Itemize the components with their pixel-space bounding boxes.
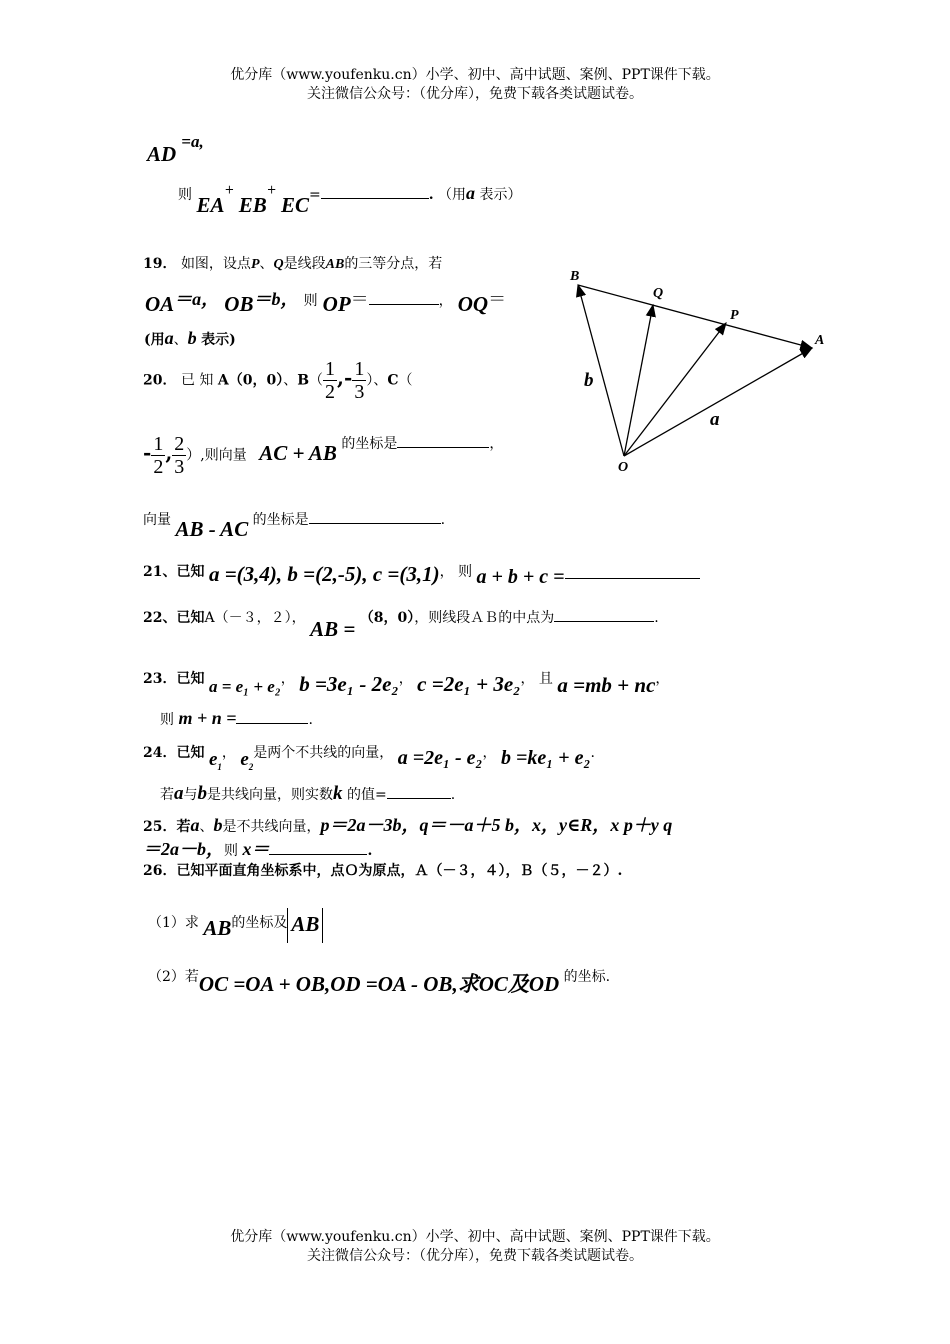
- q22-number: 22、已知: [143, 610, 205, 626]
- point-q: Q: [273, 257, 284, 272]
- answer-blank[interactable]: [565, 564, 700, 579]
- answer-blank[interactable]: [236, 709, 308, 724]
- vector-oa-arrow: [624, 348, 812, 456]
- numerator: 2: [174, 433, 185, 455]
- answer-blank[interactable]: [309, 509, 441, 524]
- q21-line: [143, 557, 700, 588]
- q19-text-1: 如图，设点: [180, 256, 251, 272]
- q19-line-2: [145, 285, 507, 316]
- op-answer-blank[interactable]: [369, 290, 439, 305]
- q19-line-1: [143, 253, 442, 273]
- comma: ，: [489, 435, 504, 452]
- q23-b-expr: b =3e₁ - 2e₂: [299, 672, 399, 696]
- vector-oq: OQ: [457, 292, 489, 316]
- fraction: [151, 433, 165, 478]
- q20-line-2: [143, 433, 503, 478]
- paren-open: （: [398, 372, 413, 389]
- vector-oq-arrow: [624, 305, 653, 456]
- comma: ，: [221, 745, 236, 761]
- q19-ze: 则: [303, 293, 318, 309]
- q23-relation: a =mb + nc: [557, 673, 656, 697]
- q19-eq-b: ＝b，: [253, 289, 299, 309]
- period: .: [590, 745, 595, 761]
- vector-eb: EB: [238, 193, 267, 217]
- separator: 、: [199, 819, 214, 835]
- label-a-vector: a: [710, 409, 720, 430]
- header-line-1: 优分库（www.youfenku.cn）小学、初中、高中试题、案例、PPT课件下载。: [230, 67, 720, 83]
- denominator: 3: [354, 381, 365, 403]
- separator: 、: [373, 372, 388, 389]
- q25-ze: 则: [224, 843, 238, 859]
- q26-p2-expr: OC =OA + OB,OD =OA - OB,求OC及OD: [198, 972, 560, 996]
- e-symbol: e: [240, 749, 249, 770]
- q19-eq-a: ＝a，: [174, 289, 220, 309]
- header-line-2: 关注微信公众号：（优分库），免费下载各类试题试卷。: [307, 86, 643, 102]
- q25-line-1: [143, 811, 672, 837]
- q24-number: 24．已知: [143, 745, 205, 761]
- q23-c-expr: c =2e₁ + 3e₂: [417, 672, 521, 696]
- q26-part-2: [148, 958, 611, 996]
- plus-sign: +: [224, 182, 235, 197]
- q25-number: 25．若: [143, 819, 191, 835]
- q24-line-2: [160, 783, 455, 805]
- vector-ob: OB: [224, 292, 254, 316]
- q18-ze: 则: [178, 187, 192, 203]
- symbol-a: a: [164, 328, 174, 348]
- fraction: [323, 358, 337, 403]
- label-p-point: P: [730, 308, 739, 323]
- comma: ，: [438, 293, 453, 309]
- q20-number: 20．: [143, 372, 177, 389]
- denominator: 2: [325, 381, 336, 403]
- q23-line-2: [160, 708, 313, 729]
- label-q-point: Q: [653, 286, 664, 301]
- symbol-b: b: [213, 815, 223, 835]
- segment-ab: AB: [325, 257, 345, 272]
- equals-sign: =: [308, 187, 321, 203]
- point-a-coord: （0，0）: [228, 372, 284, 389]
- q20-text-4: 的坐标是: [252, 512, 309, 528]
- q20-line-3: [143, 505, 446, 541]
- separator: 、: [259, 256, 274, 272]
- denominator: 3: [174, 456, 185, 478]
- q23-a-expr: a = e₁ + e₂: [208, 677, 281, 696]
- q23-line-1: [143, 664, 670, 697]
- symbol-a: a: [174, 783, 184, 804]
- q26-p2-tail: 的坐标.: [563, 969, 611, 985]
- vector-ab: AB =: [310, 617, 356, 641]
- q20-close-text: ）,则向量: [186, 447, 247, 464]
- q25-q-expr: q＝－a＋5 b，: [419, 815, 532, 835]
- comma-minus: ,-: [337, 365, 353, 390]
- period: .: [450, 787, 456, 803]
- answer-blank[interactable]: [321, 184, 429, 199]
- vector-ad: AD: [147, 142, 177, 166]
- e-symbol: e: [208, 749, 218, 770]
- label-o-point: O: [618, 460, 629, 475]
- q25-rhs: ＝2a－b，: [143, 839, 224, 859]
- q19-line-3: [144, 328, 236, 349]
- numerator: 1: [354, 358, 365, 380]
- fraction: [352, 358, 366, 403]
- q18-question-line: 则 EA+ EB+ EC= . （用a 表示）: [178, 182, 522, 217]
- comma: ，: [655, 671, 670, 687]
- q24-yu: 与: [183, 787, 198, 803]
- q26-stem: [143, 860, 622, 880]
- label-b-point: B: [570, 269, 580, 284]
- q21-sum-expr: a + b + c =: [476, 566, 565, 588]
- q24-ruo: 若: [160, 787, 174, 803]
- label-a-point: A: [815, 333, 825, 348]
- vector-ab: AB: [203, 916, 232, 940]
- answer-blank[interactable]: [387, 784, 451, 799]
- q25-x-expr: x＝: [242, 839, 270, 859]
- paren-open: （: [309, 372, 324, 389]
- vector-oa: OA: [145, 292, 175, 316]
- q24-text-1: 是两个不共线的向量，: [253, 745, 394, 761]
- period: .: [654, 610, 659, 626]
- q25-xpyq-expr: x p＋y q: [610, 815, 673, 835]
- q18-ad-line: [147, 128, 204, 166]
- q26-text: 26．已知平面直角坐标系中，点Ｏ为原点，Ａ（－３，４），Ｂ（５，－２）.: [143, 863, 623, 879]
- q18-note-open: （用: [438, 187, 467, 203]
- q25-text-1: 是不共线向量，: [222, 819, 321, 835]
- q21-number: 21、已知: [143, 564, 205, 580]
- q19-number: 19．: [143, 256, 177, 272]
- period: .: [367, 843, 373, 859]
- symbol-a: a: [190, 815, 200, 835]
- minus-sign: -: [143, 440, 152, 465]
- q22-text: ，则线段ＡＢ的中点为: [414, 610, 555, 626]
- q23-qie: 且: [538, 671, 553, 687]
- q24-line-1: [143, 740, 595, 772]
- vector-op: OP: [322, 292, 351, 316]
- equals-sign: ＝: [488, 289, 507, 310]
- q19-note-open: (用: [144, 332, 165, 348]
- paren-close: ）: [366, 372, 374, 389]
- q26-part-1: [148, 904, 323, 939]
- answer-blank[interactable]: [554, 607, 654, 622]
- q24-text-4: 的值=: [346, 787, 387, 803]
- q23-mn-expr: m + n =: [178, 708, 237, 728]
- numerator: 1: [153, 433, 164, 455]
- q24-a-expr: a =2e₁ - e₂: [397, 747, 483, 769]
- separator: 、: [173, 332, 188, 348]
- label-b-vector: b: [584, 370, 594, 391]
- footer-line-1: 优分库（www.youfenku.cn）小学、初中、高中试题、案例、PPT课件下载。: [230, 1229, 720, 1245]
- q21-vectors: a =(3,4), b =(2,-5), c =(3,1): [208, 562, 440, 586]
- q24-text-3: 是共线向量，则实数: [207, 787, 333, 803]
- q26-p1-label: （1）求: [148, 915, 199, 931]
- q26-p2-label: （2）若: [148, 969, 199, 985]
- q18-note-close: 表示）: [479, 187, 522, 203]
- point-c: C: [387, 372, 399, 389]
- equals-sign: ＝: [350, 289, 369, 310]
- q25-p-expr: p＝2a－3b，: [320, 815, 420, 835]
- answer-blank[interactable]: [269, 840, 367, 855]
- comma: ,: [165, 440, 173, 465]
- q18-ad-eq: =a,: [181, 132, 204, 151]
- q22-line: [143, 603, 659, 641]
- comma: ，: [520, 671, 535, 687]
- period: .: [308, 712, 313, 728]
- q19-note-close: 表示): [201, 332, 236, 348]
- q19-text-2: 是线段: [283, 256, 326, 272]
- comma: ，: [439, 564, 454, 580]
- q26-p1-text: 的坐标及: [231, 915, 288, 931]
- segment-ba-arrow: [578, 285, 812, 348]
- separator: 、: [283, 372, 298, 389]
- q25-line-2: [143, 835, 372, 861]
- q22-ab-coord: （8，0）: [359, 610, 415, 626]
- vector-e1: $e_1$: [208, 749, 222, 772]
- point-b: B: [297, 372, 310, 389]
- fraction: [172, 433, 186, 478]
- q24-b-expr: b =ke₁ + e₂: [500, 747, 591, 769]
- vector-op-arrow: [624, 323, 726, 456]
- symbol-b: b: [187, 328, 197, 348]
- period: .: [440, 512, 446, 528]
- point-p: P: [250, 257, 260, 272]
- q21-ze: 则: [458, 564, 473, 580]
- q20-line-1: [143, 358, 412, 403]
- q19-text-3: 的三等分点，若: [344, 256, 443, 272]
- q22-point-a: A（－３，２），: [204, 610, 306, 626]
- q25-xy-domain: x，y∈R，: [531, 815, 611, 835]
- q23-ze: 则: [160, 712, 174, 728]
- vector-figure: [560, 260, 840, 480]
- vector-e2: $e_2$: [240, 749, 254, 772]
- expr-ab-minus-ac: AB - AC: [175, 517, 249, 541]
- comma: ，: [280, 671, 295, 687]
- denominator: 2: [153, 456, 164, 478]
- q20-text-2: 的坐标是: [341, 435, 398, 452]
- q20-text-1: 已 知: [180, 372, 214, 389]
- point-a: A: [217, 372, 229, 389]
- answer-blank[interactable]: [397, 433, 489, 448]
- q20-text-3: 向量: [143, 512, 171, 528]
- comma: ，: [482, 745, 497, 761]
- plus-sign: +: [266, 182, 277, 197]
- footer-line-2: 关注微信公众号：（优分库），免费下载各类试题试卷。: [307, 1248, 643, 1264]
- vector-ea: EA: [196, 193, 225, 217]
- abs-ab: AB: [287, 908, 323, 943]
- expr-ac-plus-ab: AC + AB: [259, 440, 337, 465]
- q23-number: 23．已知: [143, 671, 205, 687]
- symbol-b: b: [197, 783, 207, 804]
- symbol-a: a: [466, 183, 476, 203]
- comma: ，: [398, 671, 413, 687]
- vector-ec: EC: [280, 193, 309, 217]
- symbol-k: k: [333, 783, 343, 804]
- numerator: 1: [325, 358, 336, 380]
